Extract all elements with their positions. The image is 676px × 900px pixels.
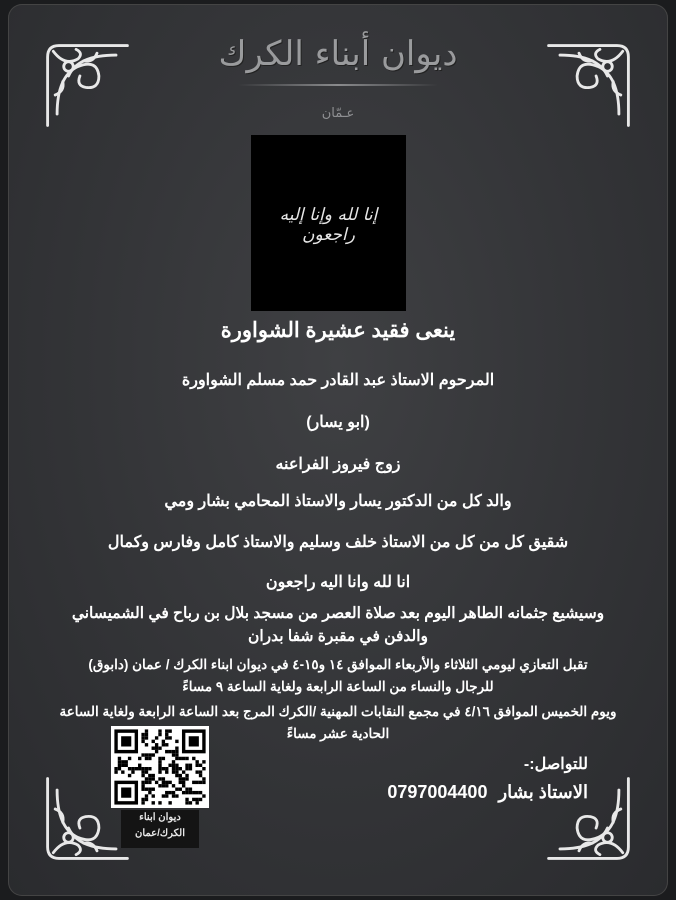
- qr-code[interactable]: [111, 726, 209, 808]
- deceased-kunya: (ابو يسار): [306, 414, 370, 431]
- funeral-line: وسيشيع جثمانه الطاهر اليوم بعد صلاة العصر من مسجد بلال بن رباح في الشميساني: [71, 605, 605, 622]
- siblings-line: شقيق كل من كل من الاستاذ خلف وسليم والاستاذ كامل وفارس وكمال: [107, 534, 569, 551]
- prayer-line: انا لله وانا اليه راجعون: [265, 574, 411, 591]
- qr-code-icon: [111, 726, 209, 808]
- deceased-name: المرحوم الاستاذ عبد القادر حمد مسلم الشواورة: [181, 372, 495, 389]
- obituary-card: [8, 4, 668, 896]
- thursday-line: ويوم الخميس الموافق ٤/١٦ في مجمع النقابات المهنية /الكرك المرج بعد الساعة الرابعة ولغاية الساعة: [59, 704, 617, 719]
- contact-label: للتواصل:-: [523, 756, 588, 773]
- qr-caption-line1: ديوان ابناء: [139, 812, 181, 823]
- mourning-image: [251, 135, 406, 311]
- contact-phone[interactable]: 0797004400: [387, 782, 488, 802]
- contact-name: الاستاذ بشار: [498, 782, 588, 802]
- burial-line: والدفن في مقبرة شفا بدران: [247, 628, 429, 645]
- condolences-hours-line: للرجال والنساء من الساعة الرابعة ولغاية الساعة ٩ مساءً: [182, 679, 494, 694]
- diwan-logo: ديوان أبناء الكرك: [218, 34, 458, 74]
- thursday-hours-line: الحادية عشر مساءً: [286, 726, 390, 741]
- spouse-line: زوج فيروز الفراعنه: [275, 456, 401, 473]
- city-label: عـمّان: [321, 106, 355, 121]
- condolences-line: تقبل التعازي ليومي الثلاثاء والأربعاء الموافق ١٤ و١٥-٤ في ديوان ابناء الكرك / عمان (دابوق): [88, 657, 588, 672]
- children-line: والد كل من الدكتور يسار والاستاذ المحامي بشار ومي: [164, 493, 512, 510]
- qr-caption-line2: الكرك/عمان: [134, 828, 186, 839]
- calligraphy-text: إنا لله وإنا إليه راجعون: [279, 205, 378, 245]
- logo-underline: [238, 84, 438, 86]
- announcement-heading: ينعى فقيد عشيرة الشواورة: [220, 319, 456, 342]
- contact-info: [387, 782, 588, 803]
- qr-caption: [121, 810, 199, 848]
